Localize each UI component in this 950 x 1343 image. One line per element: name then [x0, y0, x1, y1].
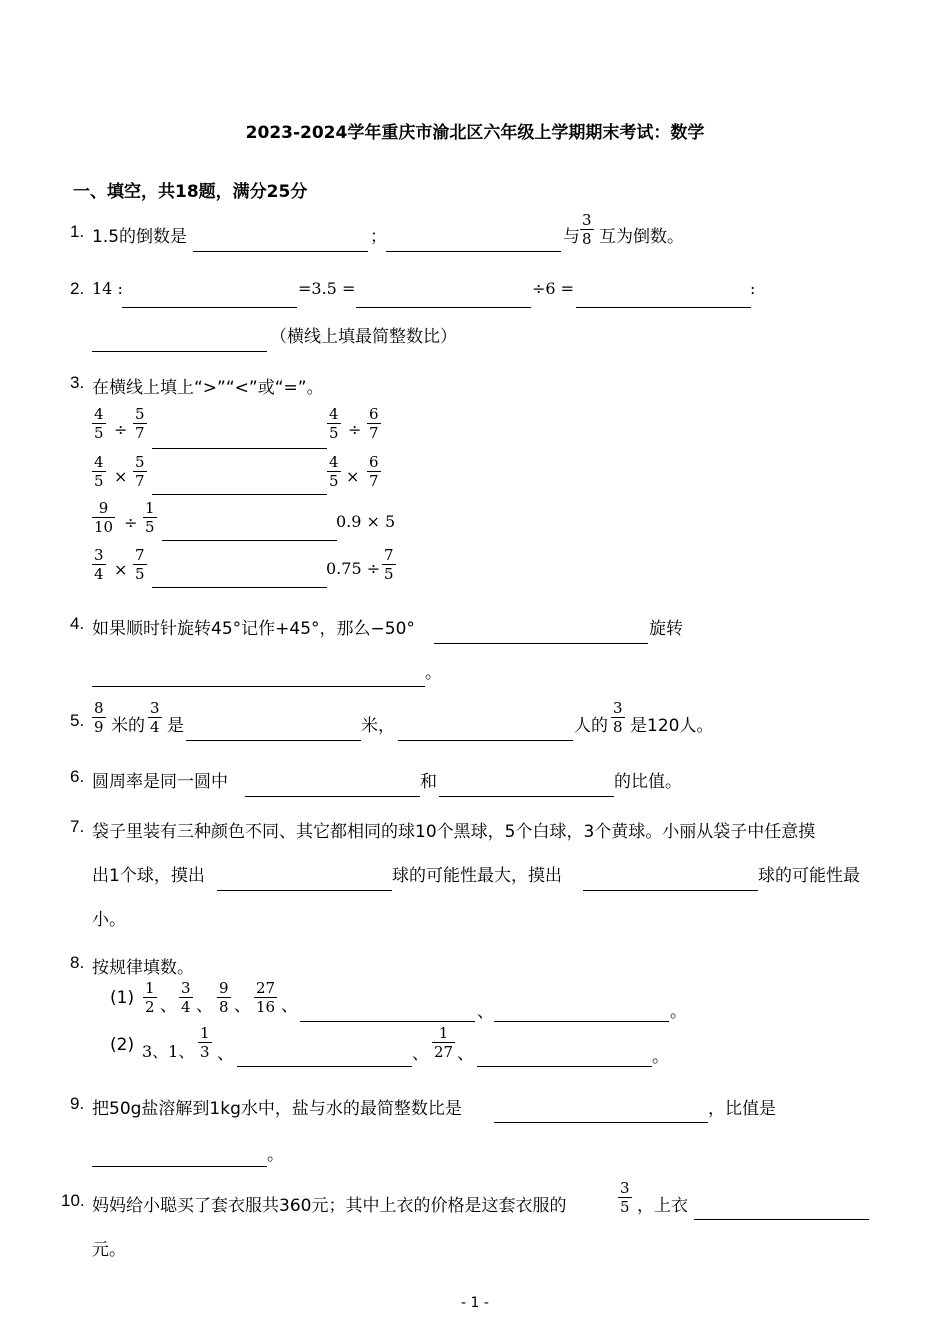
answer-blank[interactable]	[245, 796, 420, 797]
separator: 、	[281, 996, 298, 1016]
fraction: $\frac{3}{4}$	[94, 546, 104, 583]
fraction: $\frac{4}{5}$	[329, 405, 339, 442]
answer-blank[interactable]	[386, 251, 561, 252]
fraction: $\frac{1}{3}$	[200, 1024, 210, 1061]
answer-blank[interactable]	[439, 796, 614, 797]
question-text: 1.5的倒数是	[92, 227, 188, 247]
question-text: 人的	[574, 716, 608, 736]
fraction: $\frac{8}{9}$	[94, 699, 104, 736]
operator: ÷	[348, 420, 362, 439]
answer-blank[interactable]	[583, 890, 758, 891]
question-text: 按规律填数。	[92, 958, 194, 978]
operator: ×	[114, 560, 128, 579]
fraction: $\frac{5}{7}$	[135, 405, 145, 442]
punctuation: 。	[652, 1047, 669, 1067]
fraction: $\frac{4}{5}$	[329, 453, 339, 490]
question-text: 与	[563, 227, 580, 247]
page-title: 2023-2024学年重庆市渝北区六年级上学期期末考试：数学	[245, 123, 705, 143]
question-number: 8.	[70, 953, 85, 972]
answer-blank[interactable]	[186, 740, 361, 741]
question-text: 旋转	[649, 619, 683, 639]
fraction: $\frac{4}{5}$	[94, 405, 104, 442]
answer-blank[interactable]	[576, 307, 751, 308]
operator: ÷	[114, 420, 128, 439]
sub-question-label: (1)	[110, 988, 135, 1008]
question-text: 球的可能性最大，摸出	[392, 866, 562, 886]
question-text: 互为倒数。	[599, 227, 684, 247]
answer-blank[interactable]	[122, 307, 297, 308]
fraction: $\frac{7}{5}$	[384, 546, 394, 583]
punctuation: 。	[425, 663, 442, 683]
page-number: - 1 -	[461, 1295, 489, 1311]
separator: 、	[196, 996, 213, 1016]
punctuation: 。	[670, 1002, 687, 1022]
question-text: 把50g盐溶解到1kg水中，盐与水的最简整数比是	[92, 1099, 462, 1119]
fraction: $\frac{9}{10}$	[94, 499, 114, 536]
separator: 、	[477, 1002, 494, 1022]
question-text: 是120人。	[630, 716, 714, 736]
answer-blank[interactable]	[477, 1066, 652, 1067]
section-heading: 一、填空，共18题，满分25分	[73, 182, 308, 202]
question-text: 米，	[361, 716, 395, 736]
question-number: 2.	[70, 279, 85, 298]
answer-blank[interactable]	[356, 307, 531, 308]
separator: ；	[370, 227, 387, 247]
fraction: $\frac{27}{16}$	[256, 979, 276, 1016]
question-text: 如果顺时针旋转45°记作+45°，那么−50°	[92, 619, 415, 639]
answer-blank[interactable]	[217, 890, 392, 891]
operator: ×	[114, 467, 128, 486]
separator: 、	[217, 1044, 234, 1064]
separator: 、	[234, 996, 251, 1016]
fraction: $\frac{3}{5}$	[620, 1179, 630, 1216]
question-text: 的比值。	[614, 772, 682, 792]
question-text: 在横线上填上“>”“<”或“=”。	[92, 378, 324, 398]
question-text: 圆周率是同一圆中	[92, 772, 228, 792]
question-text: =3.5 =	[298, 279, 356, 298]
answer-blank[interactable]	[494, 1122, 708, 1123]
expression: 0.75 ÷	[326, 559, 381, 578]
punctuation: 。	[267, 1145, 284, 1165]
question-number: 6.	[70, 767, 85, 786]
question-text: ，上衣	[637, 1196, 688, 1216]
question-text: 小。	[92, 910, 126, 930]
operator: ×	[346, 467, 360, 486]
question-number: 9.	[70, 1094, 85, 1113]
question-text: 袋子里装有三种颜色不同、其它都相同的球10个黑球，5个白球，3个黄球。小丽从袋子中任意摸	[92, 822, 816, 842]
question-text: 3、1、	[142, 1042, 195, 1061]
fraction: $\frac{1}{27}$	[434, 1024, 454, 1061]
question-text: 出1个球，摸出	[92, 866, 205, 886]
question-number: 4.	[70, 614, 85, 633]
fraction: $\frac{4}{5}$	[94, 453, 104, 490]
sub-question-label: (2)	[110, 1035, 135, 1055]
fraction: $\frac{1}{2}$	[145, 979, 155, 1016]
fraction: $\frac{3}{4}$	[150, 699, 160, 736]
question-text: :	[750, 279, 756, 298]
separator: 、	[160, 996, 177, 1016]
answer-blank[interactable]	[92, 1166, 267, 1167]
question-text: 米的	[111, 716, 145, 736]
answer-blank[interactable]	[434, 643, 648, 644]
answer-blank[interactable]	[92, 686, 425, 687]
question-text: 14 :	[92, 279, 123, 298]
fraction: $\frac{9}{8}$	[219, 979, 229, 1016]
answer-blank[interactable]	[237, 1066, 412, 1067]
question-text: 和	[420, 772, 437, 792]
expression: 0.9 × 5	[336, 512, 396, 531]
fraction: $\frac{1}{5}$	[145, 499, 155, 536]
operator: ÷	[124, 513, 138, 532]
question-number: 3.	[70, 373, 85, 392]
question-text: ，比值是	[708, 1099, 776, 1119]
separator: 、	[457, 1044, 474, 1064]
question-hint: （横线上填最简整数比）	[270, 327, 457, 347]
fraction: $\frac{5}{7}$	[135, 453, 145, 490]
answer-blank[interactable]	[300, 1021, 475, 1022]
fraction: $\frac{3}{4}$	[181, 979, 191, 1016]
answer-blank[interactable]	[494, 1021, 669, 1022]
answer-blank[interactable]	[162, 540, 337, 541]
answer-blank[interactable]	[152, 494, 327, 495]
question-text: 妈妈给小聪买了套衣服共360元；其中上衣的价格是这套衣服的	[92, 1196, 567, 1216]
question-text: 是	[167, 716, 184, 736]
separator: 、	[412, 1044, 429, 1064]
answer-blank[interactable]	[694, 1219, 869, 1220]
question-text: 元。	[92, 1240, 126, 1260]
question-number: 10.	[61, 1191, 85, 1210]
question-number: 5.	[70, 711, 85, 730]
answer-blank[interactable]	[152, 448, 327, 449]
answer-blank[interactable]	[92, 351, 267, 352]
fraction: $\frac{3}{8}$	[613, 699, 623, 736]
answer-blank[interactable]	[193, 251, 368, 252]
question-text: 球的可能性最	[758, 866, 860, 886]
fraction: $\frac{7}{5}$	[135, 546, 145, 583]
question-text: ÷6 =	[532, 279, 575, 298]
answer-blank[interactable]	[398, 740, 573, 741]
fraction: $\frac{6}{7}$	[369, 405, 379, 442]
fraction: $\frac{6}{7}$	[369, 453, 379, 490]
question-number: 1.	[70, 222, 85, 241]
fraction: $\frac{3}{8}$	[582, 211, 592, 248]
answer-blank[interactable]	[152, 587, 327, 588]
question-number: 7.	[70, 817, 85, 836]
